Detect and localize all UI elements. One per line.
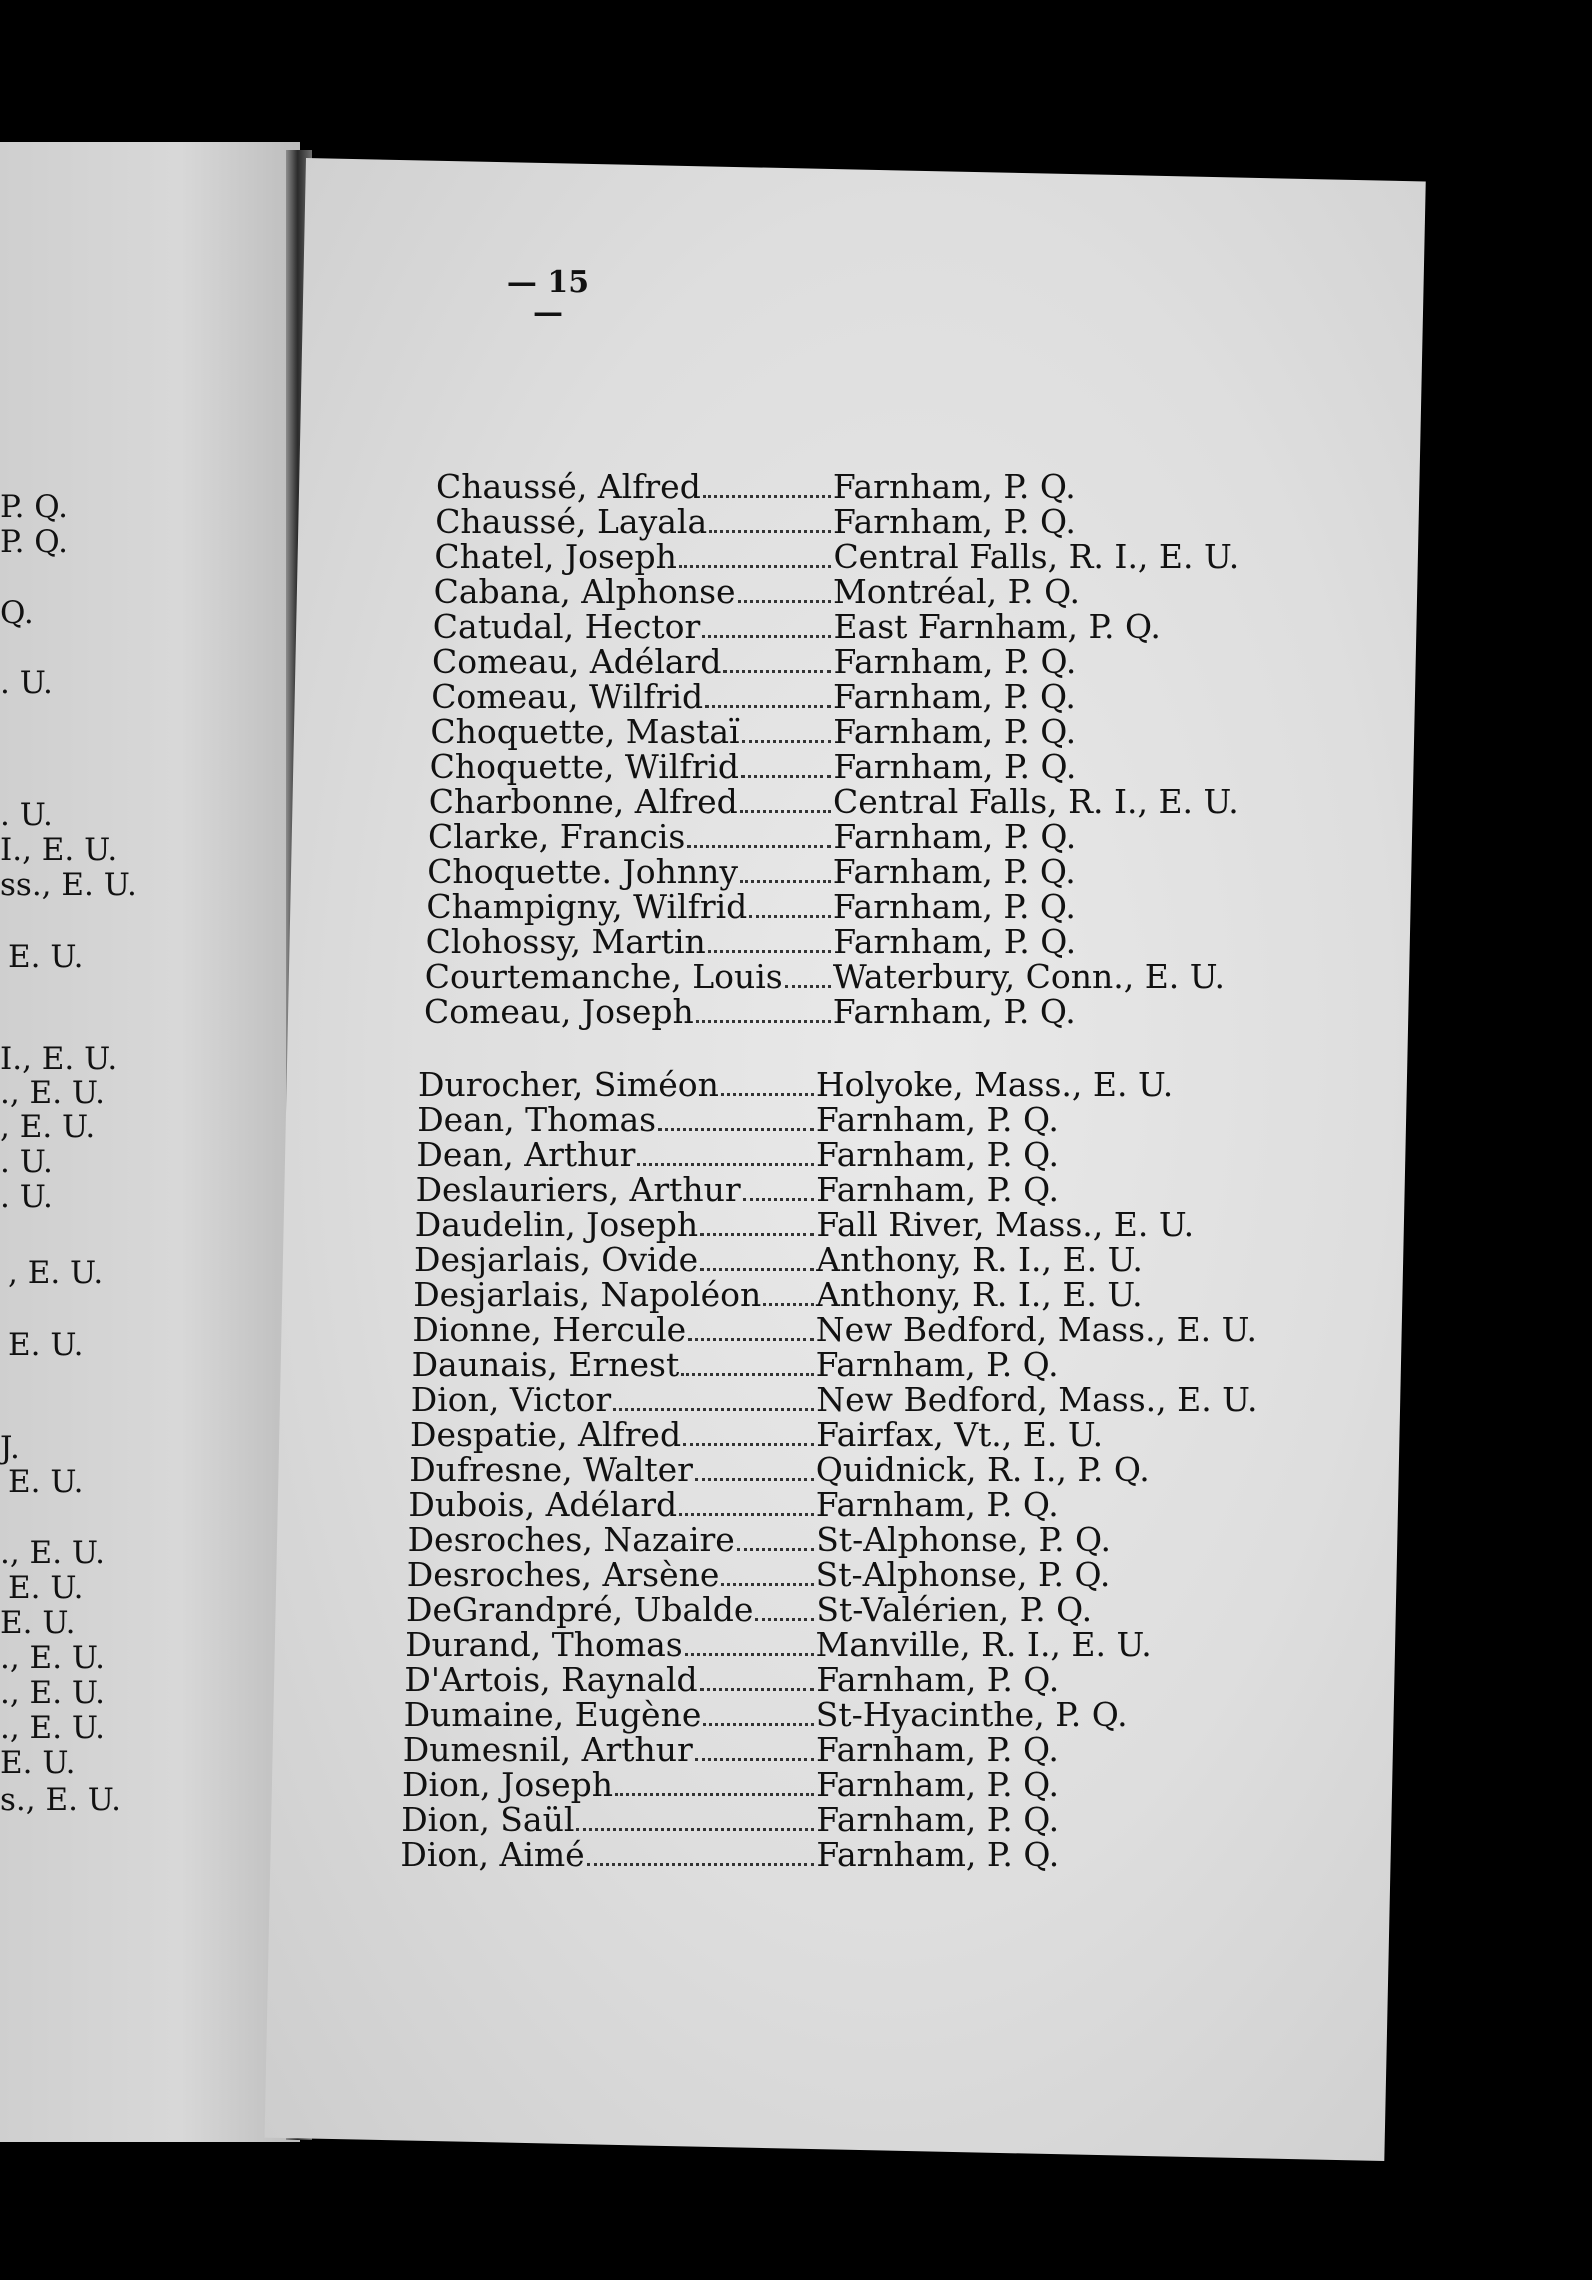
page-number: — 15 —: [506, 265, 590, 330]
left-page-fragment-text: E. U.: [8, 1464, 84, 1500]
leader-dots: [687, 823, 831, 848]
directory-entry: [410, 1380, 1258, 1419]
entry-name: Clarke, Francis: [428, 817, 686, 856]
left-page-fragment-text: J.: [0, 1430, 20, 1466]
directory-entry: [405, 1625, 1225, 1664]
entry-place: Farnham, P. Q.: [816, 1660, 1060, 1699]
entry-place: Farnham, P. Q.: [816, 1135, 1059, 1174]
entry-name: Choquette, Mastaï: [430, 712, 740, 751]
leader-dots: [740, 858, 831, 883]
entry-name: Dion, Saül: [401, 1800, 575, 1839]
entry-place: Farnham, P. Q.: [833, 712, 1077, 751]
entry-name: Dean, Arthur: [416, 1135, 636, 1174]
entry-name: DeGrandpré, Ubalde: [406, 1590, 754, 1629]
directory-entry: [424, 992, 1225, 1031]
left-page-fragment-text: ., E. U.: [0, 1710, 106, 1746]
directory-entry: [414, 1240, 1225, 1279]
left-page-fragment-text: I., E. U.: [0, 832, 118, 868]
leader-dots: [685, 1631, 814, 1656]
entry-place: East Farnham, P. Q.: [833, 607, 1161, 646]
directory-entry: [428, 817, 1225, 856]
entry-name: Champigny, Wilfrid: [426, 887, 748, 926]
entry-place: Farnham, P. Q.: [832, 467, 1076, 506]
entry-place: Manville, R. I., E. U.: [815, 1625, 1152, 1664]
entry-name: Courtemanche, Louis: [424, 957, 783, 996]
directory-entry: [411, 1345, 1225, 1384]
entry-place: St-Alphonse, P. Q.: [816, 1520, 1111, 1559]
left-page-fragment-text: ., E. U.: [0, 1535, 106, 1571]
entry-name: Desroches, Nazaire: [407, 1520, 735, 1559]
entry-name: Dion, Victor: [410, 1380, 612, 1419]
entry-place: Farnham, P. Q.: [815, 1485, 1059, 1524]
entry-place: Farnham, P. Q.: [832, 677, 1076, 716]
entry-place: New Bedford, Mass., E. U.: [816, 1380, 1258, 1419]
entry-name: Choquette, Wilfrid: [429, 747, 740, 786]
entry-place: Anthony, R. I., E. U.: [816, 1240, 1143, 1279]
leader-dots: [615, 1771, 814, 1796]
entry-name: Dionne, Hercule: [412, 1310, 687, 1349]
directory-entry: [431, 677, 1225, 716]
entry-name: Catudal, Hector: [432, 607, 701, 646]
entry-name: Comeau, Adélard: [432, 642, 722, 681]
directory-entry: [406, 1590, 1225, 1629]
entry-name: Chatel, Joseph: [434, 537, 677, 576]
entry-place: Farnham, P. Q.: [815, 1730, 1059, 1769]
entry-place: Farnham, P. Q.: [833, 747, 1077, 786]
leader-dots: [738, 578, 831, 603]
left-page-fragment-text: P. Q.: [0, 489, 69, 525]
leader-dots: [742, 718, 832, 743]
entry-place: Farnham, P. Q.: [832, 992, 1076, 1031]
leader-dots: [700, 1666, 815, 1691]
entry-place: Central Falls, R. I., E. U.: [832, 782, 1239, 821]
leader-dots: [637, 1141, 814, 1166]
entry-name: Dean, Thomas: [417, 1100, 657, 1139]
left-page-fragment-text: ., E. U.: [0, 1075, 106, 1111]
left-page-fragment-text: I., E. U.: [0, 1041, 118, 1077]
entry-name: Dion, Aimé: [400, 1835, 585, 1874]
entry-name: Daunais, Ernest: [411, 1345, 680, 1384]
directory-entry: [400, 1835, 1225, 1874]
leader-dots: [679, 1491, 814, 1516]
entry-place: Farnham, P. Q.: [815, 1345, 1059, 1384]
leader-dots: [721, 1561, 813, 1586]
left-page-fragment-text: P. Q.: [0, 524, 69, 560]
leader-dots: [703, 1701, 813, 1726]
leader-dots: [695, 1456, 814, 1481]
entry-name: Choquette. Johnny: [427, 852, 738, 891]
directory-entry: [428, 782, 1239, 821]
leader-dots: [703, 473, 831, 498]
leader-dots: [576, 1806, 814, 1831]
entry-name: Desroches, Arsène: [406, 1555, 720, 1594]
left-page-fragment-text: , E. U.: [8, 1255, 104, 1291]
entry-place: Fall River, Mass., E. U.: [816, 1205, 1195, 1244]
entry-place: Farnham, P. Q.: [816, 1765, 1060, 1804]
directory-entry: [407, 1520, 1225, 1559]
leader-dots: [741, 753, 831, 778]
leader-dots: [708, 928, 831, 953]
leader-dots: [688, 1316, 814, 1341]
directory-entry: [402, 1730, 1225, 1769]
entry-place: Anthony, R. I., E. U.: [816, 1275, 1143, 1314]
directory-entry: [416, 1135, 1225, 1174]
leader-dots: [696, 998, 831, 1023]
directory-entry: [433, 572, 1225, 611]
leader-dots: [679, 543, 832, 568]
entry-place: Farnham, P. Q.: [816, 1800, 1060, 1839]
directory-entry: [401, 1800, 1225, 1839]
leader-dots: [723, 648, 831, 673]
leader-dots: [740, 788, 831, 813]
entry-place: Waterbury, Conn., E. U.: [832, 957, 1226, 996]
directory-entry: [414, 1205, 1225, 1244]
directory-entry: [413, 1275, 1225, 1314]
entry-place: Farnham, P. Q.: [833, 922, 1077, 961]
directory-entry: [417, 1100, 1225, 1139]
entry-name: Dubois, Adélard: [408, 1485, 678, 1524]
directory-entry: [424, 957, 1226, 996]
entry-place: Montréal, P. Q.: [832, 572, 1081, 611]
entry-name: Chaussé, Layala: [435, 502, 708, 541]
entry-name: Chaussé, Alfred: [436, 467, 701, 506]
entry-place: St-Valérien, P. Q.: [816, 1590, 1093, 1629]
left-page-fragment-text: . U.: [0, 1179, 53, 1215]
leader-dots: [709, 508, 831, 533]
entry-name: Daudelin, Joseph: [414, 1205, 699, 1244]
directory-entry: [426, 887, 1225, 926]
entry-place: Farnham, P. Q.: [832, 852, 1076, 891]
left-page-fragment-text: E. U.: [8, 1570, 84, 1606]
entry-name: Comeau, Wilfrid: [431, 677, 704, 716]
leader-dots: [613, 1386, 814, 1411]
entry-name: D'Artois, Raynald: [404, 1660, 698, 1699]
left-page-fragment-text: Q.: [0, 595, 34, 631]
left-page-fragment-text: . U.: [0, 1144, 53, 1180]
left-page-fragment-text: s., E. U.: [0, 1782, 121, 1818]
directory-entry: [432, 642, 1225, 681]
leader-dots: [743, 1176, 814, 1201]
directory-entry: [432, 607, 1225, 646]
directory-entry: [430, 712, 1225, 751]
leader-dots: [702, 613, 831, 638]
leader-dots: [763, 1281, 814, 1306]
entry-place: Farnham, P. Q.: [816, 1835, 1060, 1874]
directory-entry: [403, 1695, 1225, 1734]
directory-entry: [427, 852, 1225, 891]
leader-dots: [658, 1106, 814, 1131]
directory-entry: [408, 1485, 1225, 1524]
directory-entry: [404, 1660, 1225, 1699]
leader-dots: [695, 1736, 814, 1761]
entry-place: Farnham, P. Q.: [833, 642, 1077, 681]
entry-name: Comeau, Joseph: [424, 992, 694, 1031]
entry-name: Desjarlais, Napoléon: [413, 1275, 762, 1314]
leader-dots: [755, 1596, 814, 1621]
leader-dots: [587, 1841, 815, 1866]
entry-name: Durocher, Siméon: [418, 1065, 719, 1104]
directory-entry: [434, 537, 1240, 576]
leader-dots: [737, 1526, 814, 1551]
entry-place: St-Hyacinthe, P. Q.: [815, 1695, 1128, 1734]
entry-place: Farnham, P. Q.: [832, 502, 1076, 541]
left-page-fragment-text: E. U.: [0, 1745, 76, 1781]
leader-dots: [681, 1351, 813, 1376]
entry-name: Despatie, Alfred: [410, 1415, 682, 1454]
left-page-fragment-text: ., E. U.: [0, 1675, 106, 1711]
entry-place: Farnham, P. Q.: [816, 1170, 1060, 1209]
entry-name: Charbonne, Alfred: [428, 782, 738, 821]
directory-entry: [410, 1415, 1225, 1454]
directory-entry: [406, 1555, 1225, 1594]
leader-dots: [700, 1246, 814, 1271]
directory-entry: [429, 747, 1225, 786]
entry-place: New Bedford, Mass., E. U.: [815, 1310, 1257, 1349]
directory-entry: [409, 1450, 1225, 1489]
directory-entry: [436, 467, 1225, 506]
leader-dots: [721, 1071, 814, 1096]
entry-name: Dion, Joseph: [402, 1765, 614, 1804]
entry-name: Dumaine, Eugène: [403, 1695, 702, 1734]
leader-dots: [749, 893, 831, 918]
directory-entry: [412, 1310, 1257, 1349]
directory-entry: [415, 1170, 1225, 1209]
directory-entry: [418, 1065, 1225, 1104]
left-page-fragment-text: E. U.: [8, 939, 84, 975]
entry-place: Farnham, P. Q.: [832, 887, 1076, 926]
left-page-fragment-text: . U.: [0, 797, 53, 833]
left-page-fragment-text: ., E. U.: [0, 1640, 106, 1676]
entry-name: Dufresne, Walter: [409, 1450, 693, 1489]
entry-name: Durand, Thomas: [405, 1625, 683, 1664]
leader-dots: [705, 683, 831, 708]
entry-name: Clohossy, Martin: [425, 922, 706, 961]
left-page-fragment-text: ss., E. U.: [0, 867, 137, 903]
entry-place: Fairfax, Vt., E. U.: [816, 1415, 1104, 1454]
leader-dots: [785, 963, 831, 988]
directory-entry: [435, 502, 1225, 541]
entry-place: St-Alphonse, P. Q.: [815, 1555, 1111, 1594]
entry-place: Quidnick, R. I., P. Q.: [815, 1450, 1150, 1489]
entry-name: Desjarlais, Ovide: [414, 1240, 699, 1279]
entry-place: Farnham, P. Q.: [815, 1100, 1059, 1139]
entry-place: Holyoke, Mass., E. U.: [815, 1065, 1174, 1104]
leader-dots: [683, 1421, 814, 1446]
directory-entry: [425, 922, 1225, 961]
directory-entry: [402, 1765, 1225, 1804]
entry-name: Deslauriers, Arthur: [415, 1170, 741, 1209]
leader-dots: [700, 1211, 814, 1236]
entry-name: Dumesnil, Arthur: [402, 1730, 693, 1769]
left-page-fragment-text: E. U.: [8, 1327, 84, 1363]
entry-name: Cabana, Alphonse: [433, 572, 736, 611]
left-page-fragment-text: . U.: [0, 665, 53, 701]
left-page-fragment-text: , E. U.: [0, 1109, 96, 1145]
left-page-fragment-text: E. U.: [0, 1605, 76, 1641]
entry-place: Central Falls, R. I., E. U.: [833, 537, 1240, 576]
entry-place: Farnham, P. Q.: [833, 817, 1077, 856]
